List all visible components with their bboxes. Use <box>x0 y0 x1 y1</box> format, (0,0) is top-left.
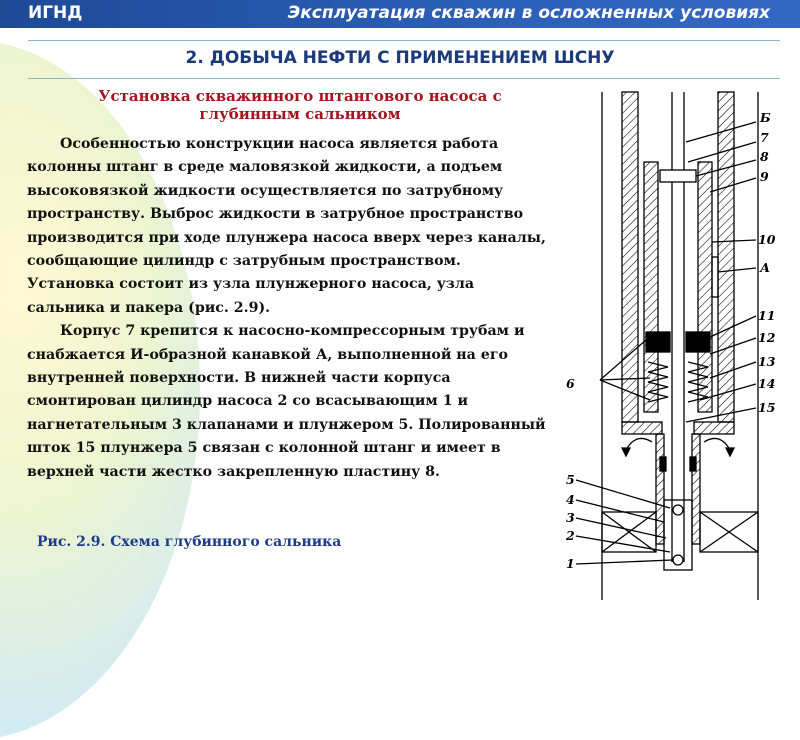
label-4: 4 <box>566 492 575 507</box>
body-text <box>27 133 547 484</box>
paragraph-1: Особенностью конструкции насоса является работа колонны штанг в среде маловязкой жидкости, а подъем высоковязкой жидкости осуществляется по затрубному пространству. Выброс жидкости в затрубное пространство производится при ходе плунжера насоса вверх через каналы, сообщающие цилиндр с затрубным пространством. Установка состоит из узла плунжерного насоса, узла сальника и пакера (рис. 2.9). <box>27 136 546 316</box>
label-13: 13 <box>758 354 776 369</box>
figure-caption: Рис. 2.9. Схема глубинного сальника <box>37 534 342 550</box>
label-11: 11 <box>758 308 776 323</box>
label-5: 5 <box>566 472 575 487</box>
label-15: 15 <box>758 400 776 415</box>
label-7: 7 <box>760 130 769 145</box>
label-8: 8 <box>760 149 769 164</box>
label-3: 3 <box>566 510 575 525</box>
gland-schematic-diagram <box>560 82 800 600</box>
subtitle-line-1: Установка скважинного штангового насоса с <box>98 87 502 105</box>
label-6: 6 <box>566 376 575 391</box>
header-bar <box>0 0 800 28</box>
subtitle-line-2: глубинным сальником <box>199 105 401 123</box>
label-10: 10 <box>758 232 776 247</box>
header-org: ИГНД <box>28 3 83 23</box>
label-14: 14 <box>758 376 776 391</box>
title-divider <box>28 78 780 79</box>
label-2: 2 <box>566 528 575 543</box>
label-b: Б <box>760 110 771 125</box>
label-12: 12 <box>758 330 776 345</box>
section-subtitle <box>30 87 570 123</box>
header-course: Эксплуатация скважин в осложненных условиях <box>287 3 770 23</box>
paragraph-2: Корпус 7 крепится к насосно-компрессорным трубам и снабжается И-образной канавкой А, выполненной на его внутренней поверхности. В нижней части корпуса смонтирован цилиндр насоса 2 со всасывающим 1 и нагнетательным 3 клапанами и плунжером 5. Полированный шток 15 плунжера 5 связан с колонной штанг и имеет в верхней части жестко закрепленную пластину 8. <box>27 323 546 480</box>
page-title: 2. ДОБЫЧА НЕФТИ С ПРИМЕНЕНИЕМ ШСНУ <box>185 48 615 68</box>
label-9: 9 <box>760 169 769 184</box>
label-a: А <box>760 260 771 275</box>
label-1: 1 <box>566 556 575 571</box>
top-divider <box>28 40 780 41</box>
